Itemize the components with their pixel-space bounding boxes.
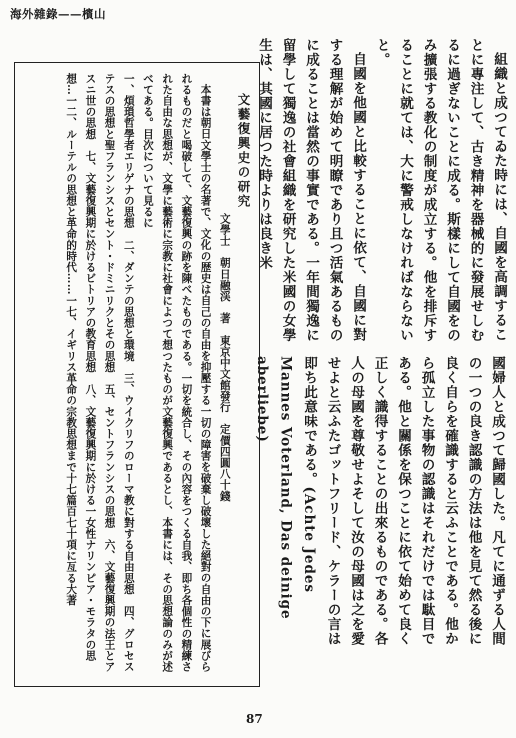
paragraph: 國婦人と成つて歸國した。凡てに通ずる人間の一つの良き認識の方法は他を見て然る後に良く自らを確識すると云ふことである。他から孤立した事物の認識はそれだけでは駄目である。他と關係を保つことに依て始めて良く正しく識得することの出來るものである。各人の母國を尊敬せよそして汝の母國は之を愛せよと云ふたゴットフリード、ケラーの言は即ち此意味である。(Achte Jedes Mannes Voterland, Das deinige aberliebe) bbox=[254, 356, 505, 646]
review-author-publisher: 文學士 朝日融渓 著 東京中文館發行 定價四圓八十錢 bbox=[218, 213, 231, 502]
top-text-column bbox=[256, 38, 510, 348]
running-head: 海外雜錄——檳山 bbox=[10, 7, 106, 21]
book-review-box bbox=[14, 62, 260, 687]
review-body: 本書は朝日文學士の名著で、文化の歴史は自己の自由を抑壓する一切の障害を破棄し破壞した絕對の自由の下に展びられるものだと喝破して、文藝復興の跡を陳べたものである。一切を統合し、その內容をつくる自我、即ち各個性の精練された自由な思想が、文學に藝術に宗教に社會によつて想つたものが文藝復興であるとし、本書には、その思想論のみが述べてある。目次について見るに bbox=[141, 73, 212, 673]
review-contents: 一、煩瑣哲學者エリゲナの思想 二、ダンテの思想と環境 三、ウイクリフのローマ教に對する自由思想 四、グロセステスの思想と聖フランシスとセント・ドミニリクとその思想 五、セントフランシスの思想 六、文藝復興期の法王とアスニ世の思想 七、文藝復興期に於けるビトリアの教育思想 八、文藝復興期に於ける一女性ナリンピア・モラタの思想…一二、ルーテルの思想と革命的時代……一七、イギリス革命の宗教思想まで十七篇百七十項に亙る大著 bbox=[65, 73, 135, 673]
book-review-content bbox=[21, 73, 253, 678]
paragraph: 自國を他國と比較することに依て、自國に對する理解が始めて明瞭であり且つ活氣あるものに成ることは當然の事實である。一年間獨逸に留學して獨逸の社會組織を研究した米國の女學生は、其國に居つた時よりは良き米 bbox=[256, 38, 366, 343]
review-title: 文藝復興史の研究 bbox=[236, 93, 251, 209]
page-number: 87 bbox=[246, 712, 263, 726]
bottom-text-column bbox=[254, 356, 508, 656]
paragraph: 組織と成つてゐた時には、自國を高調することに專注して、古き精神を器械的に發展せしむるに過ぎないことに成る。斯樣にして自國をのみ擴張する教化の制度が成立する。他を排斥することに就ては、大に警戒しなければならないと。 bbox=[373, 38, 507, 343]
